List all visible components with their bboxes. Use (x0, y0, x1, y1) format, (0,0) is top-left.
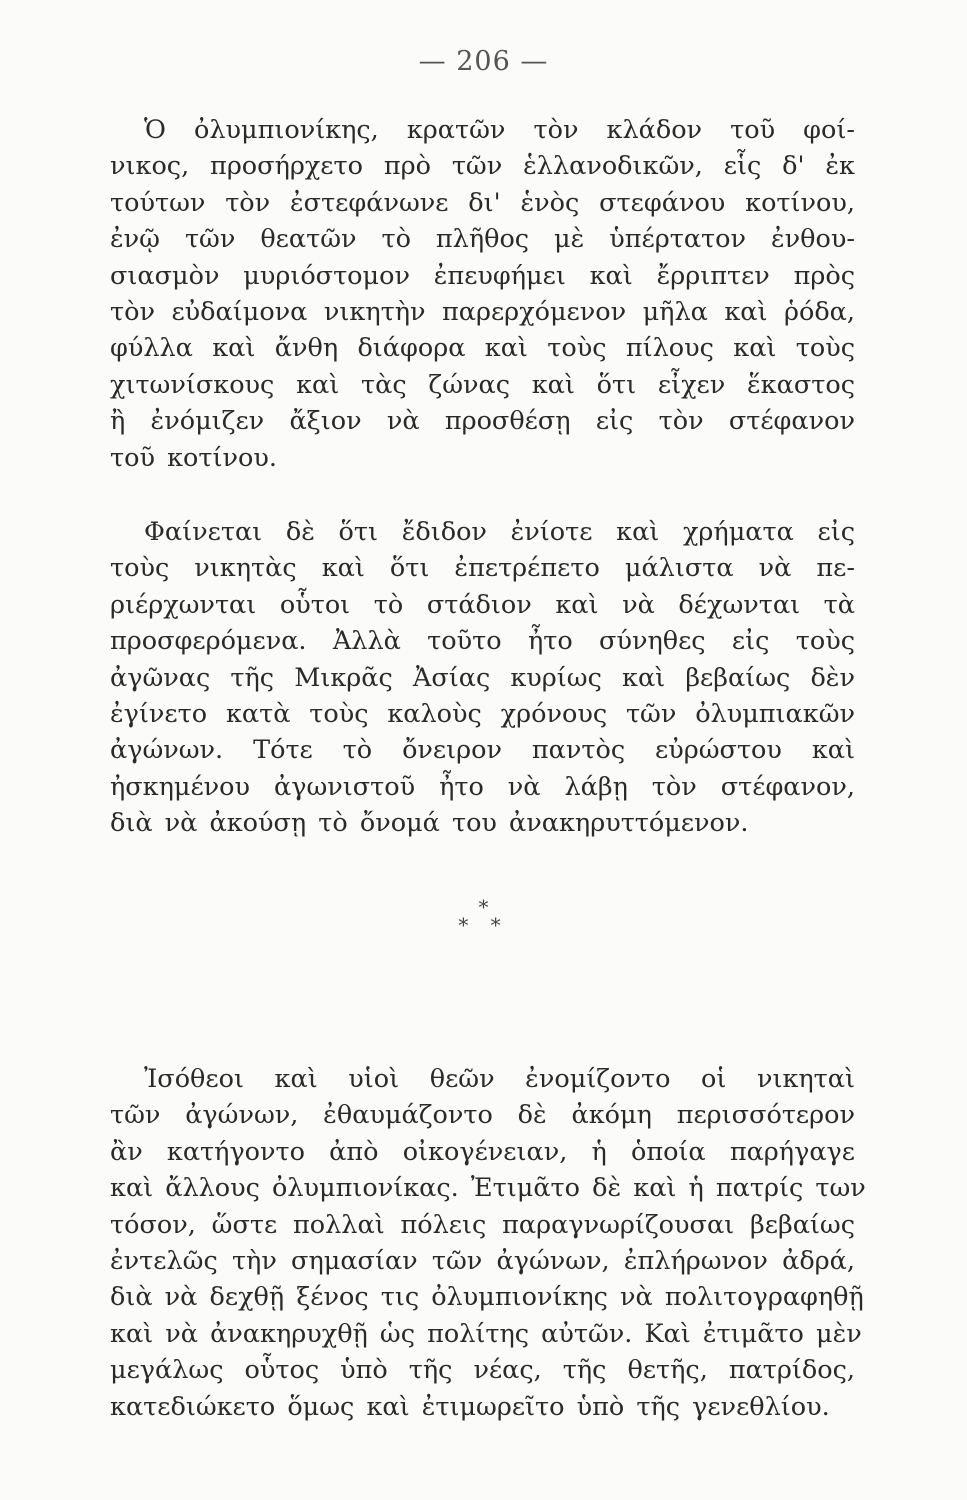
text-line: σιασμὸν μυριόστομον ἐπευφήμει καὶ ἔρριπτεν πρὸς (110, 260, 855, 291)
text-line: διὰ νὰ ἀκούσῃ τὸ ὄνομά του ἀνακηρυττόμενον. (110, 808, 749, 839)
text-line: ἀγῶνας τῆς Μικρᾶς Ἀσίας κυρίως καὶ βεβαίως δὲν (110, 662, 855, 693)
text-line: κατεδιώκετο ὅμως καὶ ἐτιμωρεῖτο ὑπὸ τῆς γενεθλίου. (110, 1391, 830, 1422)
text-line: τοὺς νικητὰς καὶ ὅτι ἐπετρέπετο μάλιστα νὰ πε- (110, 553, 855, 584)
text-line: νικος, προσήρχετο πρὸ τῶν ἑλλανοδικῶν, εἷς δ' ἐκ (110, 151, 855, 182)
text-line: ἀγώνων. Τότε τὸ ὄνειρον παντὸς εὐρώστου καὶ (110, 735, 855, 766)
text-line: φύλλα καὶ ἄνθη διάφορα καὶ τοὺς πίλους καὶ τοὺς (110, 333, 855, 364)
text-line: καὶ νὰ ἀνακηρυχθῇ ὡς πολίτης αὐτῶν. Καὶ ἐτιμᾶτο μὲν (110, 1318, 862, 1349)
text-line: ἐντελῶς τὴν σημασίαν τῶν ἀγώνων, ἐπλήρωνον ἀδρά, (110, 1246, 855, 1277)
page-number: — 206 — (418, 46, 549, 77)
text-line: τόσον, ὥστε πολλαὶ πόλεις παραγνωρίζουσαι βεβαίως (110, 1209, 855, 1240)
paragraph-3 (110, 1061, 866, 1425)
text-line: ἢ ἐνόμιζεν ἄξιον νὰ προσθέσῃ εἰς τὸν στέφανον (110, 406, 855, 437)
text-line: προσφερόμενα. Ἀλλὰ τοῦτο ἦτο σύνηθες εἰς τοὺς (110, 626, 855, 657)
text-line: ἠσκημένου ἀγωνιστοῦ ἦτο νὰ λάβῃ τὸν στέφανον, (110, 771, 855, 802)
text-line: μεγάλως οὗτος ὑπὸ τῆς νέας, τῆς θετῆς, πατρίδος, (110, 1355, 855, 1386)
text-line: χιτωνίσκους καὶ τὰς ζώνας καὶ ὅτι εἶχεν ἕκαστος (110, 369, 855, 400)
text-line: τῶν ἀγώνων, ἐθαυμάζοντο δὲ ἀκόμη περισσότερον (110, 1100, 855, 1131)
text-line: τὸν εὐδαίμονα νικητὴν παρερχόμενον μῆλα καὶ ῥόδα, (110, 297, 855, 328)
text-line: καὶ ἄλλους ὀλυμπιονίκας. Ἐτιμᾶτο δὲ καὶ ἡ πατρίς των (110, 1173, 866, 1204)
text-line: ἐγίνετο κατὰ τοὺς καλοὺς χρόνους τῶν ὀλυμπιακῶν (110, 699, 855, 730)
paragraph-2 (110, 514, 855, 842)
text-line: τοῦ κοτίνου. (110, 442, 277, 473)
paragraph-1 (110, 112, 855, 476)
text-line: ἂν κατήγοντο ἀπὸ οἰκογένειαν, ἡ ὁποία παρήγαγε (110, 1136, 855, 1167)
text-line: Ἰσόθεοι καὶ υἱοὶ θεῶν ἐνομίζοντο οἱ νικηταὶ (144, 1064, 855, 1094)
asterism-top: * (478, 895, 489, 919)
text-line: Ὁ ὀλυμπιονίκης, κρατῶν τὸν κλάδον τοῦ φοί- (144, 115, 855, 145)
asterism-bottom: * * (458, 913, 509, 937)
text-line: ἐνῷ τῶν θεατῶν τὸ πλῆθος μὲ ὑπέρτατον ἐνθου- (110, 224, 855, 255)
text-line: διὰ νὰ δεχθῇ ξένος τις ὀλυμπιονίκης νὰ πολιτογραφηθῇ (110, 1282, 864, 1313)
text-line: τούτων τὸν ἐστεφάνωνε δι' ἑνὸς στεφάνου κοτίνου, (110, 187, 855, 218)
text-line: Φαίνεται δὲ ὅτι ἔδιδον ἐνίοτε καὶ χρήματα εἰς (144, 517, 855, 547)
text-line: ριέρχωνται οὗτοι τὸ στάδιον καὶ νὰ δέχωνται τὰ (110, 589, 855, 620)
